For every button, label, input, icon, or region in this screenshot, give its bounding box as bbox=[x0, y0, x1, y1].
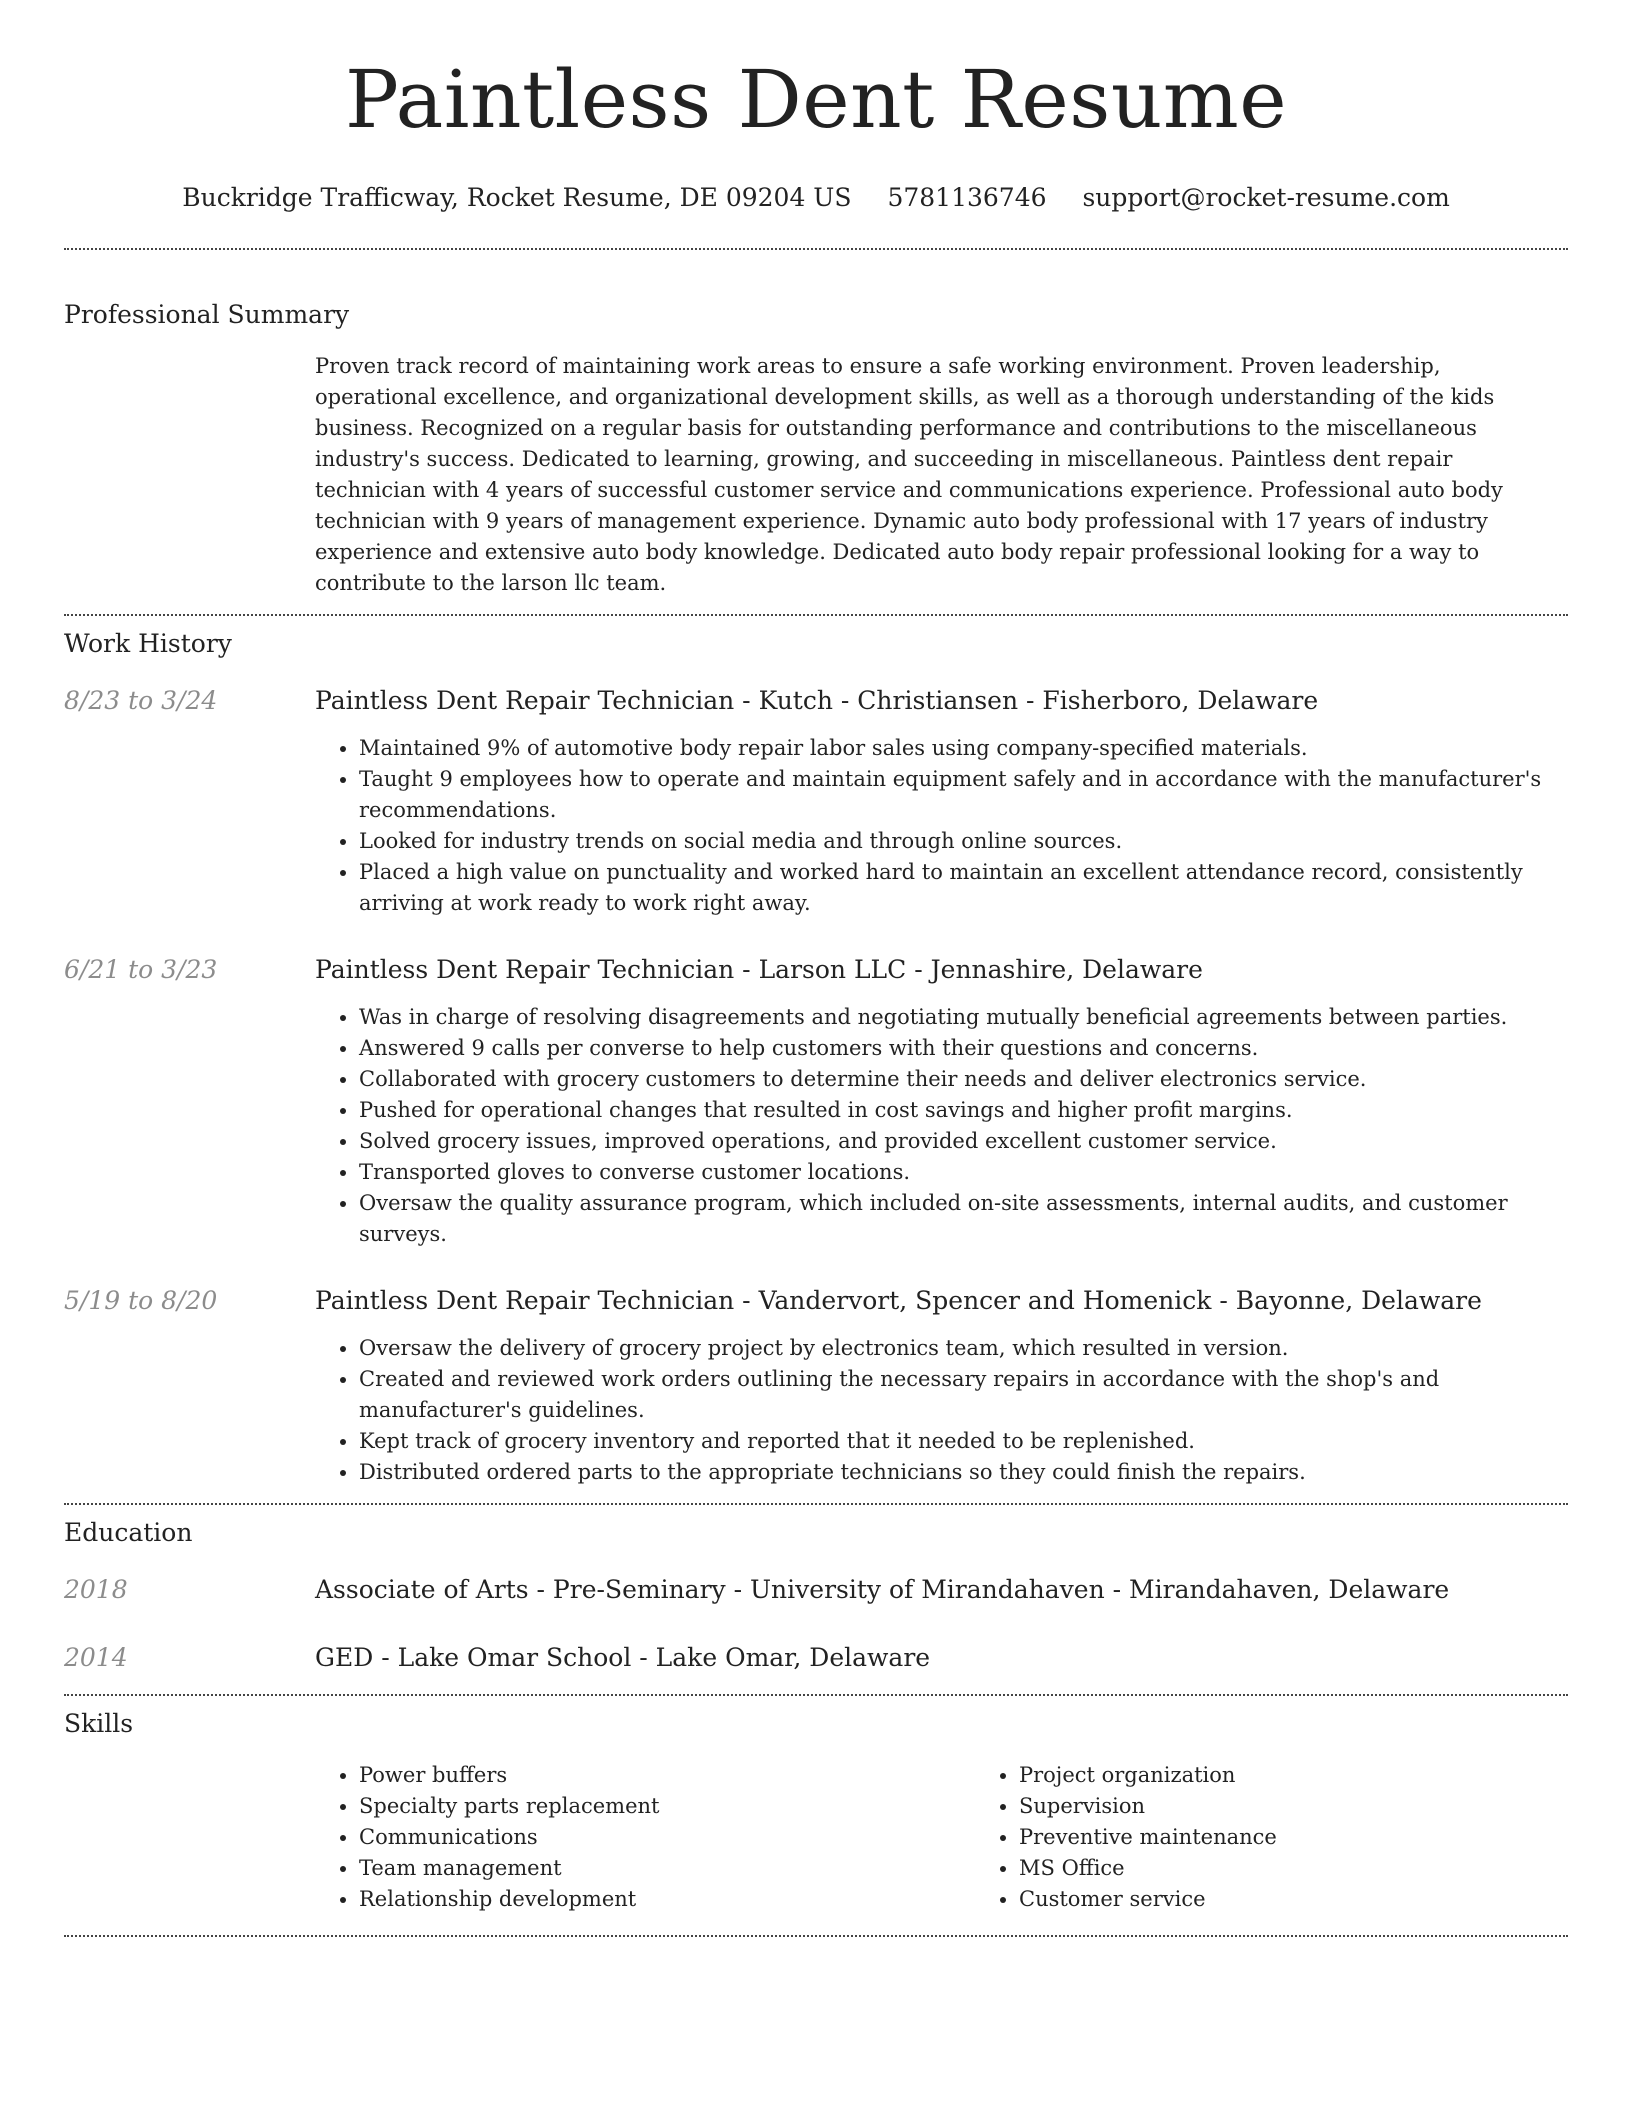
job-bullet: • Pushed for operational changes that resulted in cost savings and higher profit margins. bbox=[359, 1095, 1568, 1126]
job-entry bbox=[64, 954, 1568, 1250]
divider-work bbox=[64, 1503, 1568, 1505]
job-bullet: • Kept track of grocery inventory and reported that it needed to be replenished. bbox=[359, 1426, 1568, 1457]
job-dates: 5/19 to 8/20 bbox=[64, 1286, 218, 1315]
job-dates: 8/23 to 3/24 bbox=[64, 686, 218, 715]
contact-line bbox=[64, 182, 1568, 214]
skill-item: • Specialty parts replacement bbox=[359, 1791, 975, 1822]
skill-item: • Communications bbox=[359, 1822, 975, 1853]
job-bullet: • Solved grocery issues, improved operations, and provided excellent customer service. bbox=[359, 1126, 1568, 1157]
job-entry bbox=[64, 1285, 1568, 1488]
skill-item: • Power buffers bbox=[359, 1760, 975, 1791]
summary-text: Proven track record of maintaining work areas to ensure a safe working environment. Proven leadership, operational excellence, and organizational development skills, as well as a thorough understanding of the kids business. Recognized on a regular basis for outstanding performance and contributions to the miscellaneous industry's success. Dedicated to learning, growing, and succeeding in miscellaneous. Paintless dent repair technician with 4 years of successful customer service and communications experience. Professional auto body technician with 9 years of management experience. Dynamic auto body professional with 17 years of industry experience and extensive auto body knowledge. Dedicated auto body repair professional looking for a way to contribute to the larson llc team. bbox=[315, 354, 1503, 595]
skill-item: • MS Office bbox=[1019, 1853, 1568, 1884]
contact-email: support@rocket-resume.com bbox=[1082, 183, 1450, 212]
education-section bbox=[64, 1517, 1568, 1674]
divider-header bbox=[64, 248, 1568, 250]
education-text: Associate of Arts - Pre-Seminary - University of Mirandahaven - Mirandahaven, Delaware bbox=[315, 1575, 1450, 1604]
job-heading: Paintless Dent Repair Technician - Vandervort, Spencer and Homenick - Bayonne, Delaware bbox=[315, 1286, 1482, 1315]
divider-education bbox=[64, 1694, 1568, 1696]
education-entry bbox=[64, 1574, 1568, 1606]
skills-spacer bbox=[64, 1760, 315, 1915]
skill-item: • Supervision bbox=[1019, 1791, 1568, 1822]
skill-item: • Customer service bbox=[1019, 1884, 1568, 1915]
work-section bbox=[64, 628, 1568, 1488]
divider-skills bbox=[64, 1935, 1568, 1937]
education-text: GED - Lake Omar School - Lake Omar, Delaware bbox=[315, 1643, 931, 1672]
job-bullet: • Was in charge of resolving disagreements and negotiating mutually beneficial agreements between parties. bbox=[359, 1002, 1568, 1033]
job-heading: Paintless Dent Repair Technician - Larson LLC - Jennashire, Delaware bbox=[315, 955, 1203, 984]
job-dates: 6/21 to 3/23 bbox=[64, 955, 218, 984]
skills-section bbox=[64, 1708, 1568, 1915]
job-bullet: • Maintained 9% of automotive body repair labor sales using company-specified materials. bbox=[359, 733, 1568, 764]
job-bullet: • Looked for industry trends on social media and through online sources. bbox=[359, 826, 1568, 857]
skill-item: • Project organization bbox=[1019, 1760, 1568, 1791]
job-bullet: • Taught 9 employees how to operate and maintain equipment safely and in accordance with the manufacturer's recommendations. bbox=[359, 764, 1568, 826]
job-bullet: • Placed a high value on punctuality and worked hard to maintain an excellent attendance record, consistently arriving at work ready to work right away. bbox=[359, 857, 1568, 919]
divider-summary bbox=[64, 614, 1568, 616]
education-year: 2014 bbox=[64, 1643, 128, 1672]
job-bullet: • Oversaw the quality assurance program, which included on-site assessments, internal audits, and customer surveys. bbox=[359, 1188, 1568, 1250]
contact-phone: 5781136746 bbox=[887, 183, 1047, 212]
skills-list-left bbox=[315, 1760, 975, 1915]
job-bullets bbox=[315, 733, 1568, 919]
education-title: Education bbox=[64, 1518, 193, 1547]
resume-name: Paintless Dent Resume bbox=[344, 53, 1288, 146]
summary-section bbox=[64, 299, 1568, 599]
summary-spacer bbox=[64, 351, 315, 599]
education-entry bbox=[64, 1642, 1568, 1674]
job-heading: Paintless Dent Repair Technician - Kutch - Christiansen - Fisherboro, Delaware bbox=[315, 686, 1319, 715]
job-bullet: • Transported gloves to converse customer locations. bbox=[359, 1157, 1568, 1188]
skill-item: • Preventive maintenance bbox=[1019, 1822, 1568, 1853]
job-bullets bbox=[315, 1333, 1568, 1488]
education-year: 2018 bbox=[64, 1575, 128, 1604]
skills-list-right bbox=[975, 1760, 1568, 1915]
skills-title: Skills bbox=[64, 1709, 134, 1738]
job-bullets bbox=[315, 1002, 1568, 1250]
job-bullet: • Answered 9 calls per converse to help customers with their questions and concerns. bbox=[359, 1033, 1568, 1064]
skill-item: • Relationship development bbox=[359, 1884, 975, 1915]
summary-title: Professional Summary bbox=[64, 300, 350, 329]
job-bullet: • Distributed ordered parts to the appropriate technicians so they could finish the repairs. bbox=[359, 1457, 1568, 1488]
work-title: Work History bbox=[64, 629, 232, 658]
job-bullet: • Oversaw the delivery of grocery project by electronics team, which resulted in version. bbox=[359, 1333, 1568, 1364]
contact-address: Buckridge Trafficway, Rocket Resume, DE 09204 US bbox=[182, 183, 852, 212]
job-entry bbox=[64, 685, 1568, 919]
job-bullet: • Created and reviewed work orders outlining the necessary repairs in accordance with the shop's and manufacturer's guidelines. bbox=[359, 1364, 1568, 1426]
job-bullet: • Collaborated with grocery customers to determine their needs and deliver electronics service. bbox=[359, 1064, 1568, 1095]
skill-item: • Team management bbox=[359, 1853, 975, 1884]
